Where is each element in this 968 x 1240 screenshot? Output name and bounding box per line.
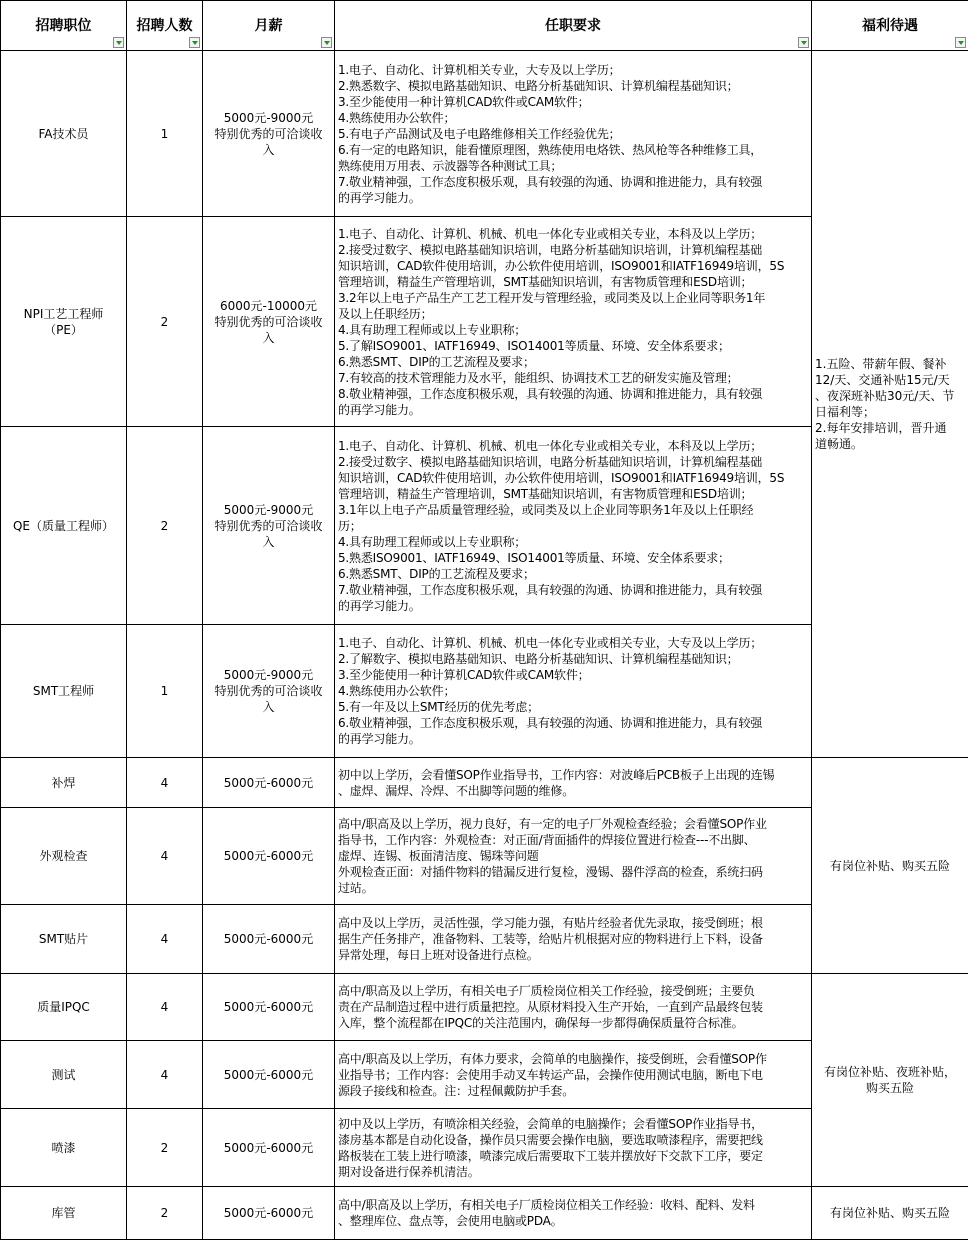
benefits-cell [812,974,968,1187]
text-line: 4.具有助理工程师或以上专业职称； [338,322,527,337]
count-cell: 4 [127,974,203,1041]
requirements-cell [335,1041,812,1109]
salary-cell [203,1041,335,1109]
text-line: 3.至少能使用一种计算机CAD软件或CAM软件； [338,668,590,682]
text-line: 1.电子、自动化、计算机、机械、机电一体化专业或相关专业，大专及以上学历； [338,636,763,650]
salary-cell [203,51,335,217]
count-cell: 4 [127,758,203,808]
count-cell: 2 [127,1109,203,1187]
salary-cell [203,974,335,1041]
table-row [1,758,968,808]
text-line: 异常处理，每日上班对设备进行点检。 [338,948,539,962]
text-line: 虚焊、连锡、板面清洁度、锡珠等问题 [338,849,539,863]
header-benefits-label: 福利待遇 [862,17,918,34]
position-cell [1,217,127,427]
text-line: 高中及以上学历，灵活性强，学习能力强，有贴片经验者优先录取，接受倒班；根 [338,916,763,930]
text-line: 3.2年以上电子产品生产工艺工程开发与管理经验，或同类及以上企业同等职务1年 [338,290,766,305]
text-line: 路板装在工装上进行喷漆，喷漆完成后需要取下工装并摆放好下交款下工序，要定 [338,1148,763,1163]
text-line: 的再学习能力。 [338,190,421,205]
text-line: 、夜深班补贴30元/天、节 [815,389,955,403]
text-line: 5000元-6000元 [223,775,314,790]
text-line: 高中/职高及以上学历，视力良好，有一定的电子厂外观检查经验；会看懂SOP作业 [338,817,767,831]
text-line: 管理培训，精益生产管理培训，SMT基础知识培训，有害物质管理和ESD培训； [338,486,753,501]
position-cell: 测试 [1,1041,127,1109]
count-cell: 1 [127,51,203,217]
text-line: 有岗位补贴、夜班补贴， [823,1065,956,1079]
salary-cell [203,427,335,625]
text-line: 8.敬业精神强，工作态度积极乐观，具有较强的沟通、协调和推进能力，具有较强 [338,386,763,401]
filter-dropdown-icon[interactable] [189,37,200,48]
text-line: 入 [262,700,275,714]
text-line: 据生产任务排产，准备物料、工装等，给贴片机根据对应的物料进行上下料，设备 [338,932,763,946]
text-line: 历； [338,518,362,533]
count-cell: 4 [127,905,203,974]
text-line: 1.电子、自动化、计算机相关专业，大专及以上学历； [338,62,621,77]
text-line: 高中/职高及以上学历，有相关电子厂质检岗位相关工作经验：收料、配料、发料 [338,1198,755,1212]
text-line: 12/天、交通补贴15元/天 [815,373,950,387]
requirements-cell [335,217,812,427]
header-salary [203,1,335,51]
text-line: 5000元-9000元 [223,110,314,125]
table-row [1,974,968,1041]
text-line: 1.电子、自动化、计算机、机械、机电一体化专业或相关专业，本科及以上学历； [338,226,763,241]
text-line: 特别优秀的可洽谈收 [214,314,323,329]
requirements-cell [335,51,812,217]
count-cell: 4 [127,1041,203,1109]
filter-dropdown-icon[interactable] [955,37,966,48]
text-line: 5.有一年及以上SMT经历的优先考虑； [338,700,539,714]
text-line: 外观检查正面：对插件物料的错漏反进行复检，漫锡、器件浮高的检查，系统扫码 [338,865,763,879]
filter-dropdown-icon[interactable] [798,37,809,48]
salary-cell [203,625,335,758]
requirements-cell [335,758,812,808]
benefits-cell [812,1187,968,1240]
position-cell: 外观检查 [1,808,127,905]
position-cell: SMT贴片 [1,905,127,974]
text-line: 7.敬业精神强，工作态度积极乐观，具有较强的沟通、协调和推进能力，具有较强 [338,174,763,189]
header-position [1,1,127,51]
table-row [1,51,968,217]
text-line: 、虚焊、漏焊、冷焊、不出脚等问题的维修。 [338,783,575,798]
text-line: 6000元-10000元 [219,298,318,313]
header-benefits [812,1,968,51]
benefits-cell [812,758,968,974]
text-line: 7.有较高的技术管理能力及水平，能组织、协调技术工艺的研发实施及管理； [338,370,739,385]
text-line: 5.有电子产品测试及电子电路维修相关工作经验优先； [338,126,621,141]
salary-cell [203,758,335,808]
text-line: 源段子接线和检查。注：过程佩戴防护手套。 [338,1083,575,1098]
requirements-cell [335,974,812,1041]
filter-dropdown-icon[interactable] [113,37,124,48]
text-line: 特别优秀的可洽谈收 [214,126,323,141]
text-line: 2.了解数字、模拟电路基础知识、电路分析基础知识、计算机编程基础知识； [338,652,739,666]
text-line: 有岗位补贴、购买五险 [829,858,950,873]
position-cell: 质量IPQC [1,974,127,1041]
text-line: 6.有一定的电路知识，能看懂原理图，熟练使用电烙铁、热风枪等各种维修工具， [338,142,763,157]
salary-cell [203,905,335,974]
text-line: 日福利等； [815,405,876,419]
text-line: 入 [262,330,275,345]
salary-cell [203,217,335,427]
requirements-cell [335,625,812,758]
text-line: 4.熟练使用办公软件； [338,110,456,125]
header-salary-label: 月薪 [254,17,283,34]
text-line: 7.敬业精神强，工作态度积极乐观，具有较强的沟通、协调和推进能力，具有较强 [338,582,763,597]
count-cell: 4 [127,808,203,905]
text-line: 购买五险 [865,1081,914,1095]
text-line: 2.接受过数字、模拟电路基础知识培训，电路分析基础知识培训，计算机编程基础 [338,454,763,469]
count-cell: 2 [127,1187,203,1240]
requirements-cell [335,1187,812,1240]
text-line: 的再学习能力。 [338,402,421,417]
requirements-cell [335,427,812,625]
text-line: 、整理库位、盘点等，会使用电脑或PDA。 [338,1214,563,1228]
text-line: 4.具有助理工程师或以上专业职称； [338,534,527,549]
text-line: 初中以上学历，会看懂SOP作业指导书，工作内容：对波峰后PCB板子上出现的连锡 [338,767,775,782]
salary-cell [203,808,335,905]
salary-cell [203,1109,335,1187]
text-line: 3.至少能使用一种计算机CAD软件或CAM软件； [338,94,590,109]
position-cell: QE（质量工程师） [1,427,127,625]
text-line: 知识培训，CAD软件使用培训，办公软件使用培训，ISO9001和IATF16949培训，5S [338,258,785,273]
count-cell: 1 [127,625,203,758]
text-line: 5000元-6000元 [223,1067,314,1082]
text-line: 的再学习能力。 [338,732,421,746]
text-line: 5000元-6000元 [223,1140,314,1155]
text-line: 指导书，工作内容：外观检查：对正面/背面插件的焊接位置进行检查---不出脚、 [338,833,756,847]
text-line: 1.五险、带薪年假、餐补 [815,357,947,371]
text-line: 3.1年以上电子产品质量管理经验，或同类及以上企业同等职务1年及以上任职经 [338,502,754,517]
text-line: 业指导书；工作内容：会使用手动叉车转运产品，会操作使用测试电脑，断电下电 [338,1067,763,1082]
text-line: 熟练使用万用表、示波器等各种测试工具； [338,158,563,173]
count-cell: 2 [127,217,203,427]
text-line: 期对设备进行保养机清洁。 [338,1164,480,1179]
text-line: NPI工艺工程师 [23,306,104,321]
text-line: 5.了解ISO9001、IATF16949、ISO14001等质量、环境、安全体系要求； [338,338,730,353]
text-line: 1.电子、自动化、计算机、机械、机电一体化专业或相关专业，本科及以上学历； [338,438,763,453]
text-line: 入 [262,142,275,157]
position-cell: 库管 [1,1187,127,1240]
text-line: 高中/职高及以上学历，有体力要求，会简单的电脑操作，接受倒班，会看懂SOP作 [338,1051,767,1066]
text-line: 2.每年安排培训，晋升通 [815,421,947,435]
header-count-label: 招聘人数 [136,17,193,34]
filter-dropdown-icon[interactable] [321,37,332,48]
text-line: 及以上任职经历； [338,306,433,321]
text-line: 5.熟悉ISO9001、IATF16949、ISO14001等质量、环境、安全体系要求； [338,550,730,565]
header-position-label: 招聘职位 [35,17,92,34]
text-line: 2.熟悉数字、模拟电路基础知识、电路分析基础知识、计算机编程基础知识； [338,78,739,93]
text-line: 5000元-6000元 [223,932,314,946]
text-line: （PE） [44,322,83,337]
text-line: 5000元-9000元 [223,668,314,682]
header-row [1,1,968,51]
header-requirements [335,1,812,51]
position-cell: 补焊 [1,758,127,808]
table-row [1,1187,968,1240]
benefits-cell [812,51,968,758]
text-line: 漆房基本都是自动化设备，操作员只需要会操作电脑，要选取喷漆程序，需要把线 [338,1132,763,1147]
text-line: 有岗位补贴、购买五险 [829,1206,950,1220]
text-line: 初中及以上学历，有喷涂相关经验，会简单的电脑操作；会看懂SOP作业指导书， [338,1116,763,1131]
text-line: 2.接受过数字、模拟电路基础知识培训，电路分析基础知识培训，计算机编程基础 [338,242,763,257]
text-line: 4.熟练使用办公软件； [338,684,456,698]
text-line: 高中/职高及以上学历，有相关电子厂质检岗位相关工作经验，接受倒班；主要负 [338,984,755,998]
text-line: 入 [262,534,275,549]
position-cell: SMT工程师 [1,625,127,758]
requirements-cell [335,1109,812,1187]
count-cell: 2 [127,427,203,625]
text-line: 管理培训，精益生产管理培训，SMT基础知识培训，有害物质管理和ESD培训； [338,274,753,289]
text-line: 6.熟悉SMT、DIP的工艺流程及要求； [338,566,535,581]
text-line: 5000元-6000元 [223,849,314,863]
position-cell: 喷漆 [1,1109,127,1187]
text-line: 5000元-9000元 [223,502,314,517]
text-line: 过站。 [338,881,374,895]
header-requirements-label: 任职要求 [545,17,601,34]
header-count [127,1,203,51]
salary-cell [203,1187,335,1240]
text-line: 的再学习能力。 [338,598,421,613]
text-line: 入库，整个流程都在IPQC的关注范围内，确保每一步都得确保质量符合标准。 [338,1016,744,1030]
text-line: 6.熟悉SMT、DIP的工艺流程及要求； [338,354,535,369]
text-line: 5000元-6000元 [223,1206,314,1220]
text-line: 责在产品制造过程中进行质量把控。从原材料投入生产开始，一直到产品最终包装 [338,1000,763,1014]
requirements-cell [335,905,812,974]
requirements-cell [335,808,812,905]
text-line: 道畅通。 [815,437,864,451]
text-line: 特别优秀的可洽谈收 [214,684,323,698]
text-line: 知识培训，CAD软件使用培训，办公软件使用培训，ISO9001和IATF16949培训，5S [338,470,785,485]
position-cell: FA技术员 [1,51,127,217]
text-line: 6.敬业精神强，工作态度积极乐观，具有较强的沟通、协调和推进能力，具有较强 [338,716,763,730]
text-line: 特别优秀的可洽谈收 [214,518,323,533]
text-line: 5000元-6000元 [223,1000,314,1014]
